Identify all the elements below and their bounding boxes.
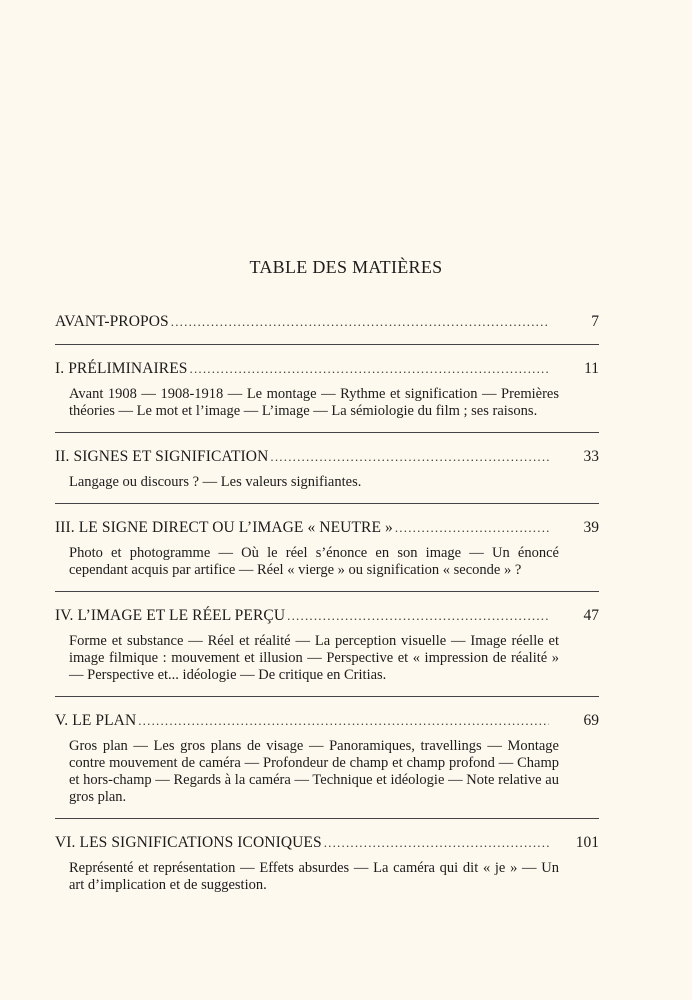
toc-heading-row [55, 833, 599, 853]
toc-heading: VI. LES SIGNIFICATIONS ICONIQUES [55, 834, 322, 851]
divider [55, 818, 599, 819]
divider [55, 432, 599, 433]
divider [55, 344, 599, 345]
toc-page-number: 69 [583, 712, 599, 729]
toc-heading: II. SIGNES ET SIGNIFICATION [55, 448, 269, 465]
toc-page-number: 101 [575, 834, 599, 851]
page-title: TABLE DES MATIÈRES [249, 257, 443, 277]
dot-leader [171, 312, 549, 332]
toc-entry-chapter-4 [55, 606, 599, 697]
toc-entry-avant-propos [55, 312, 599, 345]
toc-heading: IV. L’IMAGE ET LE RÉEL PERÇU [55, 607, 286, 624]
dot-leader [190, 359, 550, 379]
toc-page-number: 33 [583, 448, 599, 465]
toc-heading-row [55, 606, 599, 626]
toc-heading: V. LE PLAN [55, 712, 137, 729]
toc-entry-chapter-2 [55, 447, 599, 504]
dot-leader [395, 518, 549, 538]
toc-description: Langage ou discours ? — Les valeurs signifiantes. [69, 474, 362, 490]
toc-description: Forme et substance — Réel et réalité — La perception visuelle — Image réelle et image filmique : mouvement et illusion — Perspective et « impression de réalité » — Perspective et... idéologie — De critique en Critias. [69, 633, 559, 683]
toc-entry-chapter-5 [55, 711, 599, 819]
toc-description: Photo et photogramme — Où le réel s’énonce en son image — Un énoncé cependant acquis par artifice — Réel « vierge » ou signification « seconde » ? [69, 545, 559, 578]
toc-heading-row [55, 447, 599, 467]
toc-entry-chapter-6 [55, 833, 599, 894]
toc-description: Gros plan — Les gros plans de visage — Panoramiques, travellings — Montage contre mouvement de caméra — Profondeur de champ et champ profond — Champ et hors-champ — Regards à la caméra — Technique et idéologie — Note relative au gros plan. [69, 738, 559, 805]
dot-leader [138, 711, 549, 731]
toc-heading-row [55, 518, 599, 538]
toc-heading: AVANT-PROPOS [55, 313, 169, 330]
toc-description: Avant 1908 — 1908-1918 — Le montage — Rythme et signification — Premières théories — Le mot et l’image — L’image — La sémiologie du film ; ses raisons. [69, 386, 559, 419]
dot-leader [324, 833, 549, 853]
toc-heading-row [55, 359, 599, 379]
dot-leader [287, 606, 549, 626]
toc-entry-chapter-3 [55, 518, 599, 592]
toc-list [55, 312, 599, 908]
toc-description: Représenté et représentation — Effets absurdes — La caméra qui dit « je » — Un art d’implication et de suggestion. [69, 860, 559, 893]
toc-heading-row [55, 711, 599, 731]
dot-leader [270, 447, 549, 467]
toc-heading: III. LE SIGNE DIRECT OU L’IMAGE « NEUTRE » [55, 519, 393, 536]
toc-page-number: 11 [584, 360, 599, 377]
toc-heading: I. PRÉLIMINAIRES [55, 360, 188, 377]
toc-heading-row [55, 312, 599, 332]
divider [55, 503, 599, 504]
toc-page-number: 47 [583, 607, 599, 624]
divider [55, 591, 599, 592]
divider [55, 696, 599, 697]
toc-entry-chapter-1 [55, 359, 599, 433]
toc-page-number: 39 [583, 519, 599, 536]
toc-page-number: 7 [591, 313, 599, 330]
